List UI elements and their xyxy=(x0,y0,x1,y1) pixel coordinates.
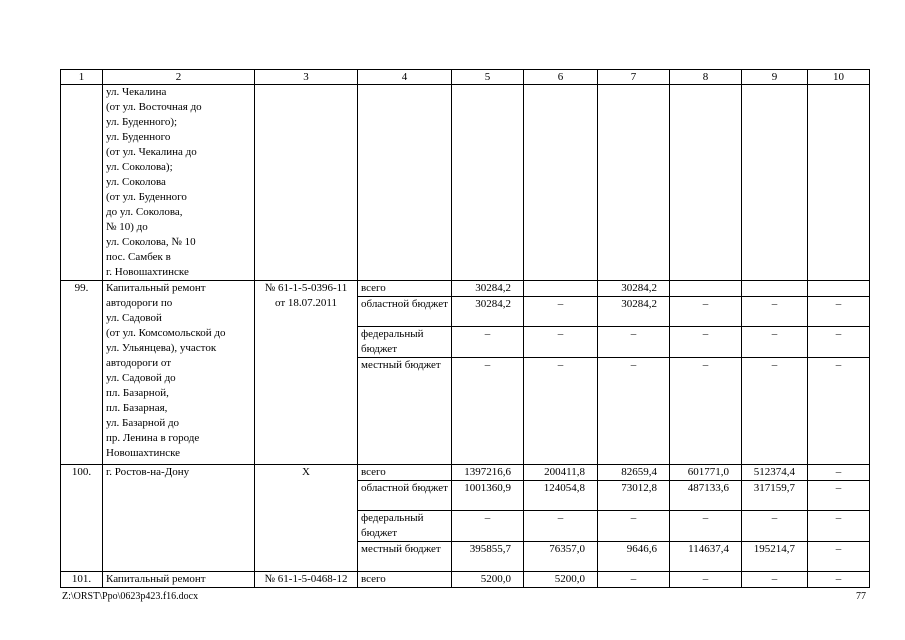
value-cell: 5200,0 xyxy=(452,572,524,588)
text-line: пл. Базарная, xyxy=(106,402,168,414)
text-line: Новошахтинске xyxy=(106,447,181,459)
value-cell xyxy=(524,85,598,281)
header-cell: 4 xyxy=(358,70,452,85)
text-line: автодороги по xyxy=(106,297,173,309)
document-cell: Х xyxy=(255,465,358,572)
text-line: ул. Соколова); xyxy=(106,161,173,173)
value-cell: – xyxy=(598,358,670,465)
object-name-cell: г. Ростов-на-Дону xyxy=(103,465,255,572)
row-index: 100. xyxy=(61,465,103,572)
text-line: ул. Чекалина xyxy=(106,86,167,98)
value-cell: – xyxy=(670,511,742,542)
value-cell: – xyxy=(742,572,808,588)
object-name-cell xyxy=(103,85,255,281)
value-cell: 1397216,6 xyxy=(452,465,524,481)
value-cell: – xyxy=(452,511,524,542)
source-label: всего xyxy=(358,572,452,588)
text-line: пл. Базарной, xyxy=(106,387,169,399)
value-cell: – xyxy=(524,511,598,542)
value-cell: 9646,6 xyxy=(598,542,670,572)
document-cell: № 61-1-5-0468-12 xyxy=(255,572,358,588)
value-cell: 512374,4 xyxy=(742,465,808,481)
text-line: Капитальный ремонт xyxy=(106,282,206,294)
source-label: областной бюджет xyxy=(358,297,452,327)
value-cell: – xyxy=(808,572,870,588)
value-cell: – xyxy=(742,358,808,465)
value-cell: 601771,0 xyxy=(670,465,742,481)
value-cell: 200411,8 xyxy=(524,465,598,481)
value-cell: – xyxy=(808,511,870,542)
text-line: от 18.07.2011 xyxy=(274,297,337,309)
value-cell: – xyxy=(452,327,524,358)
footer-file-path: Z:\ORST\Ppo\0623p423.f16.docx xyxy=(62,591,199,602)
value-cell: – xyxy=(670,572,742,588)
value-cell xyxy=(670,85,742,281)
value-cell: – xyxy=(452,358,524,465)
value-cell: – xyxy=(742,511,808,542)
value-cell: – xyxy=(524,327,598,358)
text-line: ул. Соколова, № 10 xyxy=(106,236,196,248)
table-row-101-total xyxy=(61,572,870,588)
header-cell: 6 xyxy=(524,70,598,85)
source-label: областной бюджет xyxy=(358,481,452,511)
text-line: № 61-1-5-0396-11 xyxy=(264,282,348,294)
text-line: (от ул. Буденного xyxy=(106,191,187,203)
value-cell: 30284,2 xyxy=(598,281,670,297)
value-cell xyxy=(742,85,808,281)
investment-table xyxy=(60,69,870,588)
text-line: ул. Соколова xyxy=(106,176,166,188)
header-cell: 1 xyxy=(61,70,103,85)
table-row-99-total xyxy=(61,281,870,297)
source-label: всего xyxy=(358,465,452,481)
value-cell xyxy=(808,281,870,297)
value-cell: 30284,2 xyxy=(452,297,524,327)
value-cell: 82659,4 xyxy=(598,465,670,481)
header-cell: 2 xyxy=(103,70,255,85)
row-index: 101. xyxy=(61,572,103,588)
source-label: местный бюджет xyxy=(358,542,452,572)
text-line: ул. Садовой xyxy=(106,312,162,324)
value-cell: – xyxy=(524,297,598,327)
text-line: ул. Садовой до xyxy=(106,372,176,384)
value-cell xyxy=(808,85,870,281)
text-line: ул. Буденного xyxy=(106,131,171,143)
value-cell: – xyxy=(598,511,670,542)
header-cell: 5 xyxy=(452,70,524,85)
object-name-cell xyxy=(103,281,255,465)
index-cell xyxy=(61,85,103,281)
text-line: ул. Базарной до xyxy=(106,417,180,429)
value-cell: – xyxy=(670,297,742,327)
column-number-header xyxy=(61,70,870,85)
value-cell: 114637,4 xyxy=(670,542,742,572)
value-cell: 395855,7 xyxy=(452,542,524,572)
header-cell: 7 xyxy=(598,70,670,85)
value-cell: – xyxy=(742,297,808,327)
text-line: (от ул. Чекалина до xyxy=(106,146,197,158)
text-line: (от ул. Восточная до xyxy=(106,101,202,113)
header-cell: 8 xyxy=(670,70,742,85)
value-cell: 317159,7 xyxy=(742,481,808,511)
value-cell: – xyxy=(808,481,870,511)
text-line: пос. Самбек в xyxy=(106,251,171,263)
value-cell xyxy=(598,85,670,281)
value-cell: – xyxy=(808,542,870,572)
header-cell: 9 xyxy=(742,70,808,85)
value-cell: 73012,8 xyxy=(598,481,670,511)
text-line: г. Новошахтинске xyxy=(106,266,189,278)
source-label: всего xyxy=(358,281,452,297)
value-cell: – xyxy=(742,327,808,358)
value-cell: 5200,0 xyxy=(524,572,598,588)
value-cell: – xyxy=(670,327,742,358)
value-cell: – xyxy=(808,297,870,327)
value-cell: 195214,7 xyxy=(742,542,808,572)
table-row-100-total xyxy=(61,465,870,481)
text-line: пр. Ленина в городе xyxy=(106,432,200,444)
value-cell: 30284,2 xyxy=(452,281,524,297)
value-cell: 76357,0 xyxy=(524,542,598,572)
value-cell: 30284,2 xyxy=(598,297,670,327)
text-line: (от ул. Комсомольской до xyxy=(106,327,226,339)
row-index: 99. xyxy=(61,281,103,465)
page-number: 77 xyxy=(856,591,866,602)
object-name-cell: Капитальный ремонт xyxy=(103,572,255,588)
header-cell: 10 xyxy=(808,70,870,85)
value-cell: 1001360,9 xyxy=(452,481,524,511)
value-cell: 124054,8 xyxy=(524,481,598,511)
text-line: № 10) до xyxy=(106,221,148,233)
value-cell xyxy=(524,281,598,297)
value-cell: – xyxy=(808,358,870,465)
value-cell: – xyxy=(524,358,598,465)
value-cell: – xyxy=(808,465,870,481)
value-cell xyxy=(742,281,808,297)
source-cell xyxy=(358,85,452,281)
document-cell xyxy=(255,85,358,281)
text-line: ул. Буденного); xyxy=(106,116,178,128)
value-cell: – xyxy=(598,572,670,588)
table-row-continuation xyxy=(61,85,870,281)
document-cell xyxy=(255,281,358,465)
text-line: автодороги от xyxy=(106,357,172,369)
text-line: ул. Ульянцева), участок xyxy=(106,342,217,354)
value-cell: – xyxy=(670,358,742,465)
value-cell: – xyxy=(808,327,870,358)
header-cell: 3 xyxy=(255,70,358,85)
value-cell xyxy=(452,85,524,281)
value-cell: 487133,6 xyxy=(670,481,742,511)
value-cell: – xyxy=(598,327,670,358)
source-label: федеральный бюджет xyxy=(358,327,452,358)
text-line: до ул. Соколова, xyxy=(106,206,183,218)
source-label: федеральный бюджет xyxy=(358,511,452,542)
source-label: местный бюджет xyxy=(358,358,452,465)
value-cell xyxy=(670,281,742,297)
